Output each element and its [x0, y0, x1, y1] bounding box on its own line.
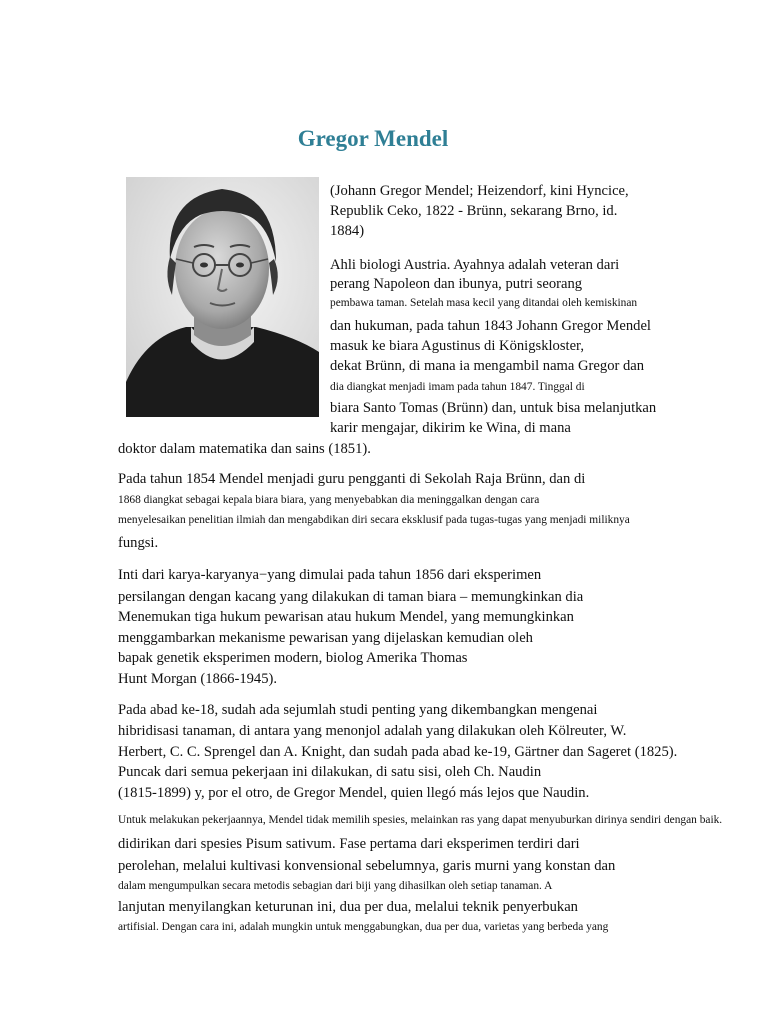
- text-line: Republik Ceko, 1822 - Brünn, sekarang Brno, id.: [330, 203, 618, 219]
- text-line: menggambarkan mekanisme pewarisan yang dijelaskan kemudian oleh: [118, 630, 533, 646]
- text-line: karir mengajar, dikirim ke Wina, di mana: [330, 420, 571, 436]
- text-line: didirikan dari spesies Pisum sativum. Fase pertama dari eksperimen terdiri dari: [118, 836, 580, 852]
- text-line: dia diangkat menjadi imam pada tahun 1847. Tinggal di: [330, 381, 585, 393]
- text-line: pembawa taman. Setelah masa kecil yang ditandai oleh kemiskinan: [330, 297, 638, 309]
- text-line: Puncak dari semua pekerjaan ini dilakukan, di satu sisi, oleh Ch. Naudin: [118, 764, 542, 780]
- text-line: dekat Brünn, di mana ia mengambil nama Gregor dan: [330, 358, 645, 374]
- text-line: hibridisasi tanaman, di antara yang menonjol adalah yang dilakukan oleh Kölreuter, W.: [118, 723, 627, 739]
- text-line: perang Napoleon dan ibunya, putri seorang: [330, 276, 583, 292]
- portrait-photo: [126, 177, 319, 417]
- text-line: doktor dalam matematika dan sains (1851).: [118, 441, 371, 457]
- text-line: Untuk melakukan pekerjaannya, Mendel tidak memilih spesies, melainkan ras yang dapat menyuburkan dirinya sendiri dengan baik.: [118, 814, 723, 826]
- text-line: Inti dari karya-karyanya−yang dimulai pada tahun 1856 dari eksperimen: [118, 567, 542, 583]
- text-line: Pada tahun 1854 Mendel menjadi guru pengganti di Sekolah Raja Brünn, dan di: [118, 471, 586, 487]
- text-line: 1868 diangkat sebagai kepala biara biara, yang menyebabkan dia meninggalkan dengan cara: [118, 494, 540, 506]
- text-line: Ahli biologi Austria. Ayahnya adalah veteran dari: [330, 257, 620, 273]
- text-line: Herbert, C. C. Sprengel dan A. Knight, dan sudah pada abad ke-19, Gärtner dan Sageret (1825).: [118, 744, 678, 760]
- text-line: dalam mengumpulkan secara metodis sebagian dari biji yang dihasilkan oleh setiap tanaman. A: [118, 880, 553, 892]
- text-line: fungsi.: [118, 535, 159, 551]
- text-line: artifisial. Dengan cara ini, adalah mungkin untuk menggabungkan, dua per dua, varietas yang berbeda yang: [118, 921, 609, 933]
- text-line: perolehan, melalui kultivasi konvensional sebelumnya, garis murni yang konstan dan: [118, 858, 616, 874]
- text-line: Menemukan tiga hukum pewarisan atau hukum Mendel, yang memungkinkan: [118, 609, 574, 625]
- text-line: Hunt Morgan (1866-1945).: [118, 671, 278, 687]
- text-line: Pada abad ke-18, sudah ada sejumlah studi penting yang dikembangkan mengenai: [118, 702, 598, 718]
- text-line: bapak genetik eksperimen modern, biolog Amerika Thomas: [118, 650, 468, 666]
- text-line: 1884): [330, 223, 365, 239]
- text-line: persilangan dengan kacang yang dilakukan di taman biara – memungkinkan dia: [118, 589, 584, 605]
- text-line: menyelesaikan penelitian ilmiah dan mengabdikan diri secara eksklusif pada tugas-tugas yang menjadi miliknya: [118, 514, 630, 526]
- text-line: dan hukuman, pada tahun 1843 Johann Gregor Mendel: [330, 318, 651, 334]
- portrait-icon: [126, 177, 319, 417]
- text-line: masuk ke biara Agustinus di Königskloster,: [330, 338, 584, 354]
- text-line: biara Santo Tomas (Brünn) dan, untuk bisa melanjutkan: [330, 400, 657, 416]
- page-title: Gregor Mendel: [297, 126, 449, 151]
- text-line: (Johann Gregor Mendel; Heizendorf, kini Hyncice,: [330, 183, 629, 199]
- text-line: (1815-1899) y, por el otro, de Gregor Mendel, quien llegó más lejos que Naudin.: [118, 785, 590, 801]
- text-line: lanjutan menyilangkan keturunan ini, dua per dua, melalui teknik penyerbukan: [118, 899, 578, 915]
